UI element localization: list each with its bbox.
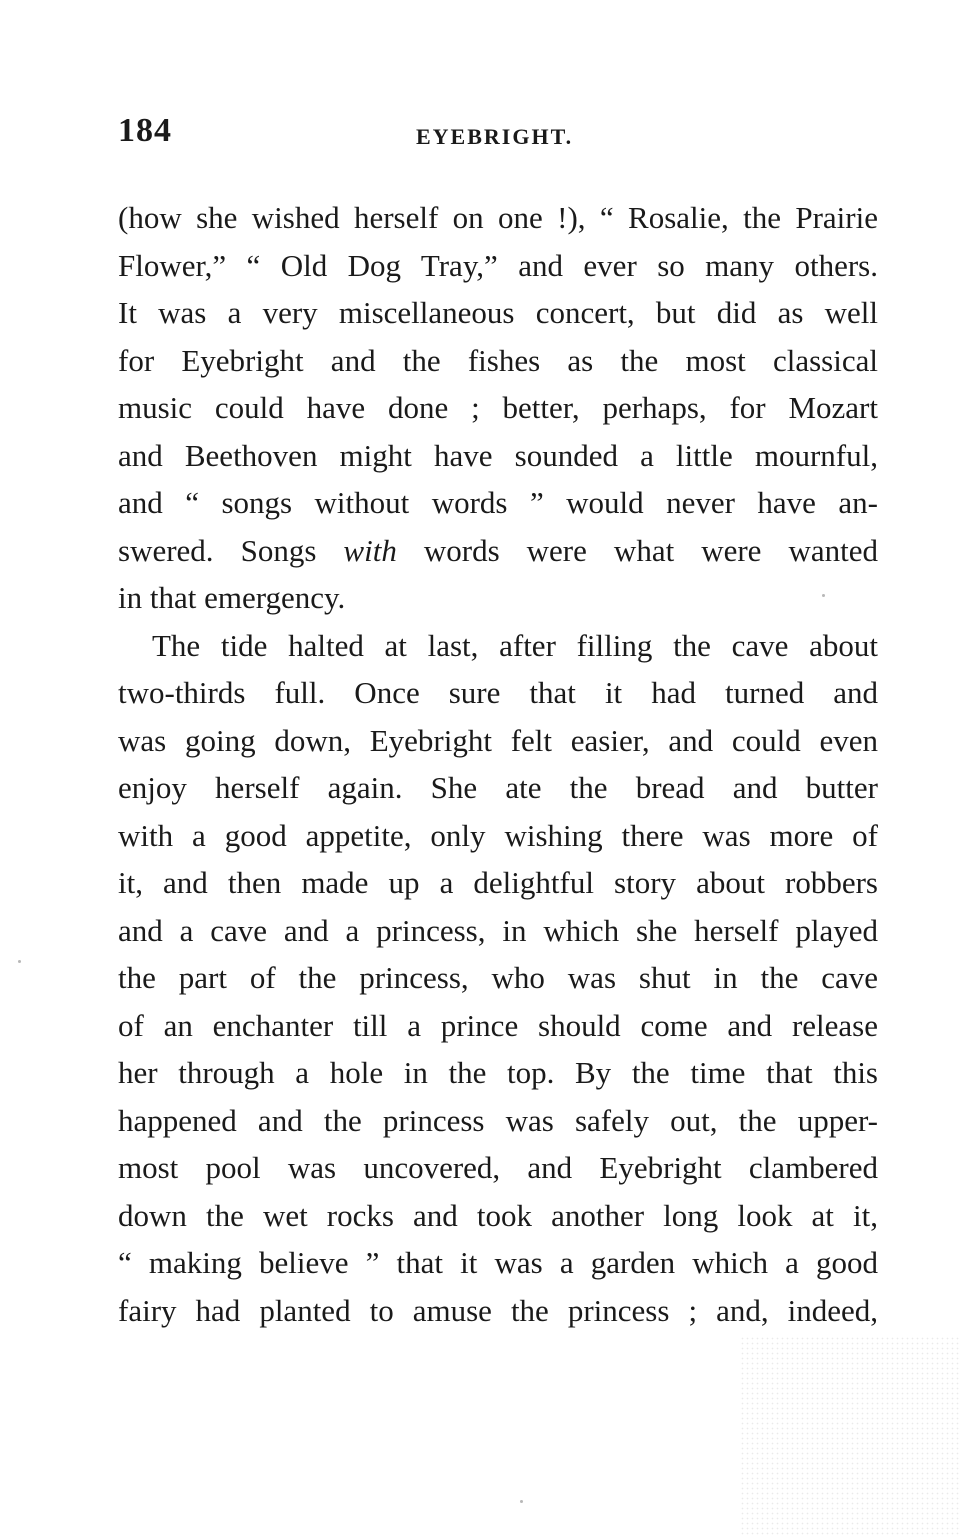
text-line: enjoy herself again. She ate the bread and butter <box>118 770 878 805</box>
page-number: 184 <box>118 112 172 149</box>
paper-speck <box>822 594 825 597</box>
text-line: happened and the princess was safely out, the upper- <box>118 1102 878 1138</box>
italic-emphasis: with <box>343 532 397 568</box>
body-text <box>118 194 878 1334</box>
text-line: music could have done ; better, perhaps, for Mozart <box>118 390 878 425</box>
paragraph-end-line: in that emergency. <box>118 580 346 615</box>
text-line: “ making believe ” that it was a garden which a good <box>118 1245 878 1280</box>
running-title: EYEBRIGHT. <box>416 124 574 149</box>
text-segment: swered. Songs <box>118 532 344 568</box>
text-line: the part of the princess, who was shut in the cave <box>118 960 878 995</box>
text-line: fairy had planted to amuse the princess ; and, indeed, <box>118 1292 878 1328</box>
text-line: of an enchanter till a prince should come and release <box>118 1007 878 1043</box>
text-segment: words were what were wanted <box>396 532 878 568</box>
text-line: It was a very miscellaneous concert, but did as well <box>118 295 878 330</box>
paper-texture <box>740 1336 960 1536</box>
text-line: Flower,” “ Old Dog Tray,” and ever so many others. <box>118 247 878 283</box>
paper-speck <box>18 960 21 963</box>
text-line: her through a hole in the top. By the time that this <box>118 1055 878 1090</box>
text-line: (how she wished herself on one !), “ Rosalie, the Prairie <box>118 200 878 235</box>
text-line: two-thirds full. Once sure that it had turned and <box>118 675 878 710</box>
text-line: with a good appetite, only wishing there was more of <box>118 817 878 853</box>
text-line: was going down, Eyebright felt easier, and could even <box>118 722 878 758</box>
text-line: most pool was uncovered, and Eyebright clambered <box>118 1150 878 1185</box>
running-head <box>118 112 878 162</box>
text-line: and Beethoven might have sounded a little mournful, <box>118 437 878 473</box>
text-line: and a cave and a princess, in which she herself played <box>118 912 878 948</box>
text-line: it, and then made up a delightful story about robbers <box>118 865 878 900</box>
text-line <box>118 527 878 575</box>
text-line: and “ songs without words ” would never have an- <box>118 485 878 520</box>
paper-speck <box>520 1500 523 1503</box>
text-line: down the wet rocks and took another long look at it, <box>118 1197 878 1233</box>
text-line: for Eyebright and the fishes as the most classical <box>118 342 878 378</box>
paragraph-start-line: The tide halted at last, after filling the cave about <box>152 627 878 663</box>
